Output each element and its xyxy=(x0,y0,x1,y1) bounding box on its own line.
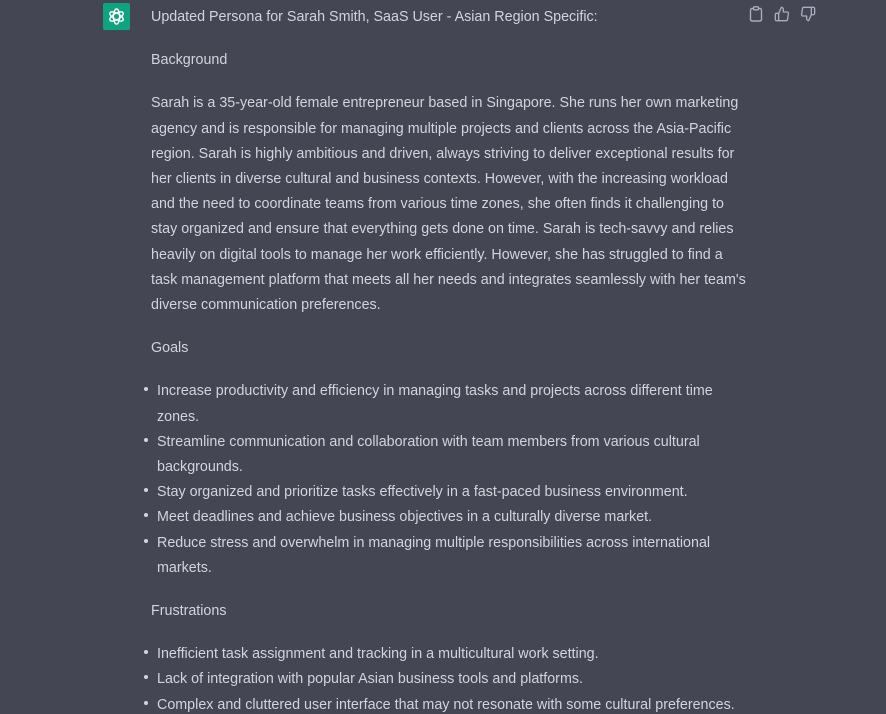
thumbs-up-icon xyxy=(774,6,790,22)
message-actions xyxy=(746,5,818,23)
thumbs-up-button[interactable] xyxy=(772,5,792,23)
openai-logo-icon xyxy=(106,6,127,27)
thumbs-down-icon xyxy=(800,6,816,22)
clipboard-icon xyxy=(749,6,763,22)
background-heading: Background xyxy=(151,52,228,69)
frustrations-heading: Frustrations xyxy=(151,603,227,620)
goal-item: Reduce stress and overwhelm in managing multiple responsibilities across international markets. xyxy=(151,531,741,581)
frustration-item: Complex and cluttered user interface that may not resonate with some cultural preferences. xyxy=(151,693,741,714)
goal-item: Increase productivity and efficiency in managing tasks and projects across different time zones. xyxy=(151,379,741,429)
goal-item: Stay organized and prioritize tasks effectively in a fast-paced business environment. xyxy=(151,480,741,505)
goals-heading: Goals xyxy=(151,340,189,357)
assistant-avatar xyxy=(103,3,130,30)
message-title: Updated Persona for Sarah Smith, SaaS User - Asian Region Specific: xyxy=(151,9,598,25)
goal-item: Meet deadlines and achieve business objectives in a culturally diverse market. xyxy=(151,505,741,530)
background-paragraph: Sarah is a 35-year-old female entrepreneur based in Singapore. She runs her own marketing agency and is responsible for managing multiple projects and clients across the Asia-Pacific region. Sarah is highly ambitious and driven, always striving to deliver exceptional results for her clients in diverse cultural and business contexts. However, with the increasing workload and the need to coordinate teams from various time zones, she often finds it challenging to stay organized and ensure that everything gets done on time. Sarah is tech-savvy and relies heavily on digital tools to manage her work efficiently. However, she has struggled to find a task management platform that meets all her needs and integrates seamlessly with her team's diverse communication preferences. xyxy=(151,95,746,314)
frustrations-list xyxy=(151,642,741,714)
thumbs-down-button[interactable] xyxy=(798,5,818,23)
goals-list xyxy=(151,379,741,581)
frustration-item: Inefficient task assignment and tracking in a multicultural work setting. xyxy=(151,642,741,667)
goal-item: Streamline communication and collaboration with team members from various cultural backgrounds. xyxy=(151,430,741,480)
message-content xyxy=(151,5,751,714)
frustration-item: Lack of integration with popular Asian business tools and platforms. xyxy=(151,667,741,692)
